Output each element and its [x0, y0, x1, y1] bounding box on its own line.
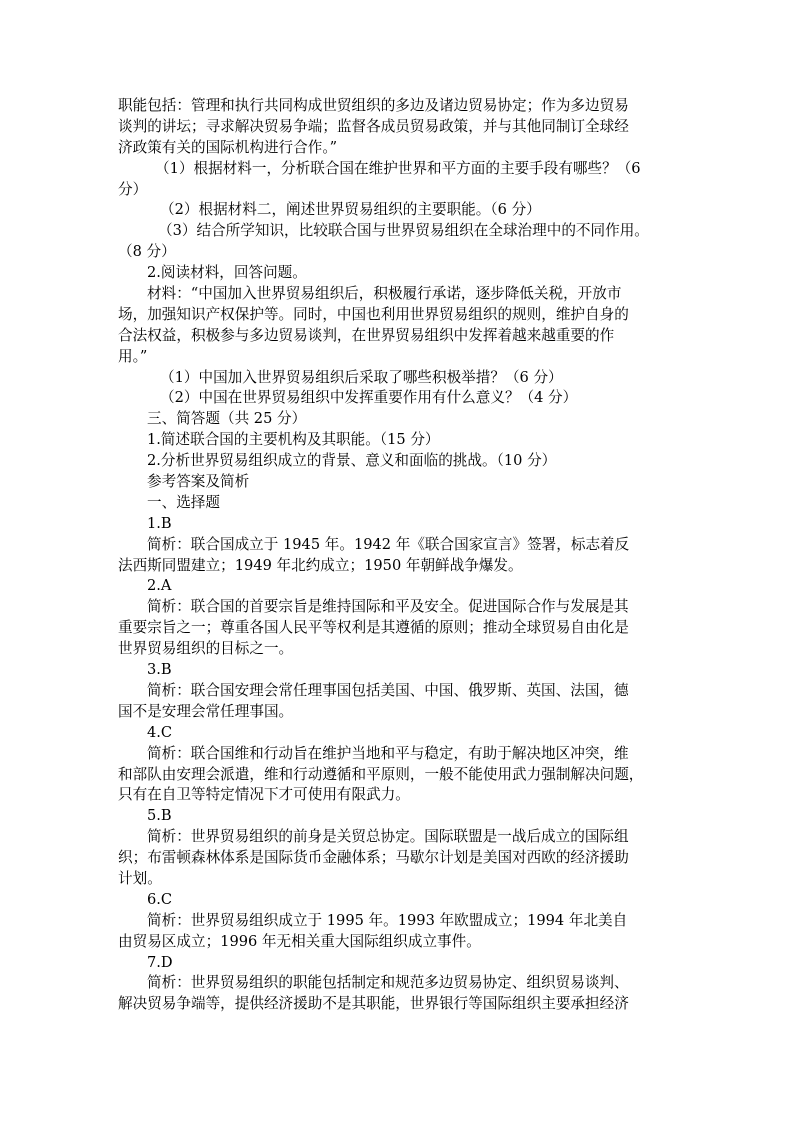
answer-key: 2.A: [147, 577, 172, 595]
analysis-line: 国不是安理会常任理事国。: [118, 702, 294, 720]
analysis-line: 简析：世界贸易组织的前身是关贸总协定。国际联盟是一战后成立的国际组: [147, 828, 629, 846]
section-heading: 一、选择题: [147, 493, 220, 511]
answer-key: 3.B: [147, 661, 172, 679]
analysis-line: 简析：联合国的首要宗旨是维持国际和平及安全。促进国际合作与发展是其: [147, 598, 629, 616]
text-line: 分）: [118, 180, 148, 198]
material-line: 材料：“中国加入世界贸易组织后，积极履行承诺，逐步降低关税，开放市: [147, 285, 622, 303]
section-heading: 三、简答题（共 25 分）: [147, 410, 307, 428]
question-line: （2）根据材料二，阐述世界贸易组织的主要职能。（6 分）: [160, 201, 541, 219]
section-heading: 参考答案及简析: [147, 473, 250, 491]
text-line: 谈判的讲坛；寻求解决贸易争端；监督各成员贸易政策，并与其他同制订全球经: [118, 117, 629, 135]
question-line: 1.简述联合国的主要机构及其职能。（15 分）: [147, 431, 440, 449]
analysis-line: 计划。: [118, 869, 162, 887]
question-line: （2）中国在世界贸易组织中发挥重要作用有什么意义？（4 分）: [160, 389, 578, 407]
analysis-line: 法西斯同盟建立；1949 年北约成立；1950 年朝鲜战争爆发。: [118, 556, 523, 574]
document-page: [118, 96, 694, 1015]
answer-key: 4.C: [147, 723, 173, 741]
analysis-line: 简析：联合国成立于 1945 年。1942 年《联合国家宣言》签署，标志着反: [147, 535, 630, 553]
analysis-line: 重要宗旨之一；尊重各国人民平等权利是其遵循的原则；推动全球贸易自由化是: [118, 619, 629, 637]
answer-key: 5.B: [147, 807, 172, 825]
analysis-line: 简析：世界贸易组织成立于 1995 年。1993 年欧盟成立；1994 年北美自: [147, 911, 628, 929]
material-line: 用。”: [118, 347, 148, 365]
analysis-line: 解决贸易争端等，提供经济援助不是其职能，世界银行等国际组织主要承担经济: [118, 995, 629, 1013]
text-line: 济政策有关的国际机构进行合作。”: [118, 138, 338, 156]
answer-key: 1.B: [147, 514, 172, 532]
answer-key: 7.D: [147, 953, 173, 971]
material-line: 合法权益，积极参与多边贸易谈判，在世界贸易组织中发挥着越来越重要的作: [118, 326, 615, 344]
material-line: 场，加强知识产权保护等。同时，中国也利用世界贸易组织的规则，维护自身的: [118, 305, 629, 323]
answer-key: 6.C: [147, 890, 173, 908]
analysis-line: 由贸易区成立；1996 年无相关重大国际组织成立事件。: [118, 932, 481, 950]
analysis-line: 简析：联合国安理会常任理事国包括美国、中国、俄罗斯、英国、法国，德: [147, 681, 629, 699]
analysis-line: 简析：联合国维和行动旨在维护当地和平与稳定，有助于解决地区冲突，维: [147, 744, 629, 762]
question-line: （1）中国加入世界贸易组织后采取了哪些积极举措？（6 分）: [160, 368, 563, 386]
text-line: 职能包括：管理和执行共同构成世贸组织的多边及诸边贸易协定；作为多边贸易: [118, 97, 629, 114]
question-line: （1）根据材料一，分析联合国在维护世界和平方面的主要手段有哪些？（6: [155, 159, 641, 177]
analysis-line: 世界贸易组织的目标之一。: [118, 640, 294, 658]
text-line: （8 分）: [118, 243, 176, 261]
question-line: 2.分析世界贸易组织成立的背景、意义和面临的挑战。（10 分）: [147, 452, 557, 470]
analysis-line: 和部队由安理会派遣，维和行动遵循和平原则，一般不能使用武力强制解决问题，: [118, 765, 644, 783]
question-line: （3）结合所学知识，比较联合国与世界贸易组织在全球治理中的不同作用。: [158, 222, 649, 240]
analysis-line: 简析：世界贸易组织的职能包括制定和规范多边贸易协定、组织贸易谈判、: [147, 974, 629, 992]
analysis-line: 织；布雷顿森林体系是国际货币金融体系；马歇尔计划是美国对西欧的经济援助: [118, 849, 629, 867]
question-heading: 2.阅读材料，回答问题。: [147, 264, 307, 282]
analysis-line: 只有在自卫等特定情况下才可使用有限武力。: [118, 786, 410, 804]
